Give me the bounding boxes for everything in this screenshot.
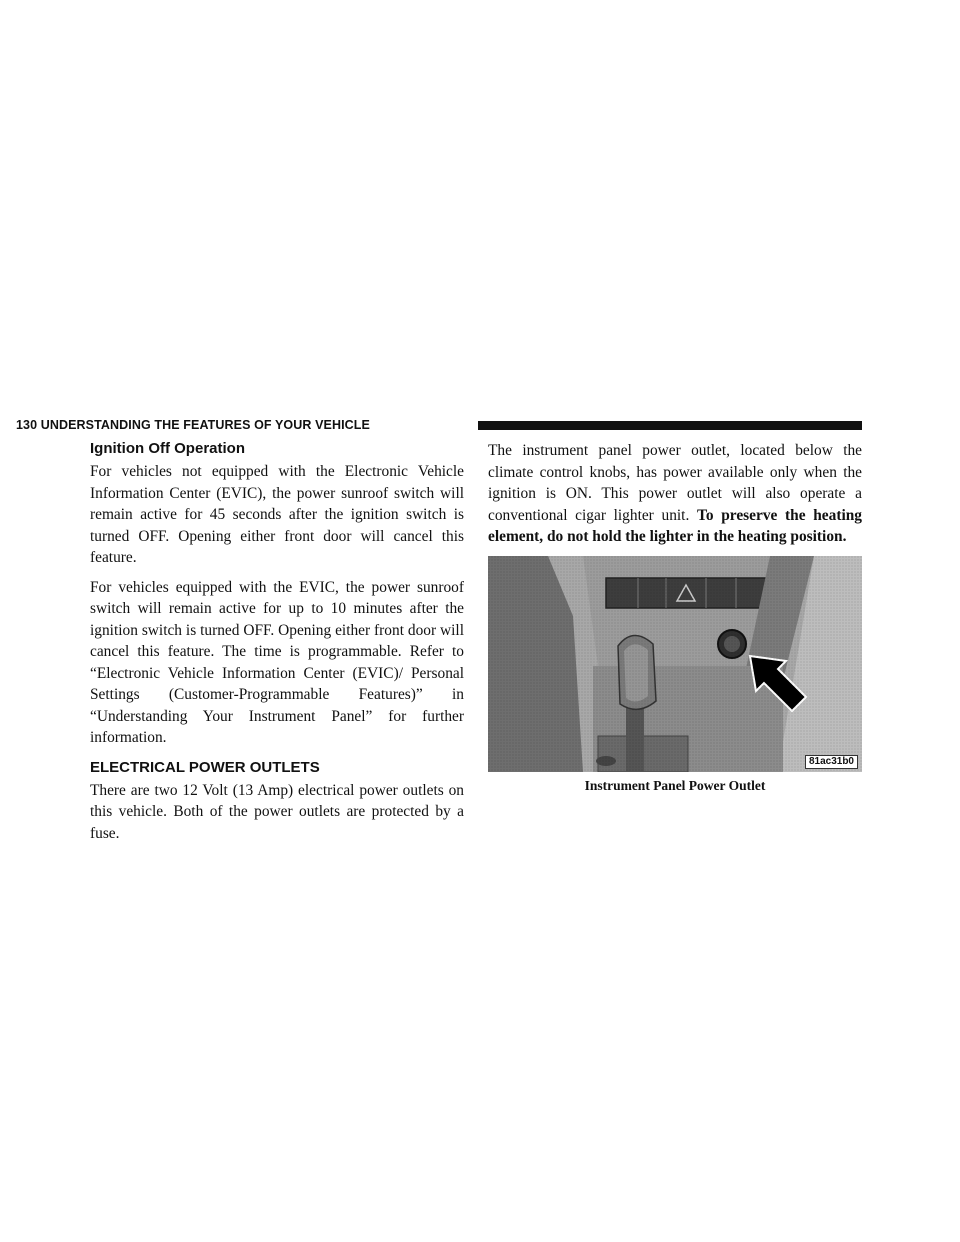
- header-rule-bar: [478, 421, 862, 430]
- header-text: 130 UNDERSTANDING THE FEATURES OF YOUR VEHICLE: [16, 418, 376, 432]
- figure-caption: Instrument Panel Power Outlet: [584, 777, 766, 793]
- photo-illustration: [488, 556, 862, 772]
- right-column: [488, 440, 862, 794]
- page-header: [16, 417, 862, 435]
- paragraph-non-evic: For vehicles not equipped with the Electronic Vehicle Information Center (EVIC), the power sunroof switch will remain active for 45 seconds after the ignition switch is turned OFF. Opening either front door will cancel this feature.: [90, 463, 464, 566]
- outlet-description: The instrument panel power outlet, located below the climate control knobs, has power available only when the ignition is ON. This power outlet will also operate a conventional cigar lighter unit.: [488, 442, 862, 524]
- lighter-warning: To preserve the heating element, do not hold the lighter in the heating position.: [488, 506, 862, 545]
- left-column: [90, 440, 464, 852]
- paragraph-instrument-outlet: [488, 440, 862, 548]
- instrument-panel-photo: [488, 556, 862, 772]
- section-heading-power-outlets: ELECTRICAL POWER OUTLETS: [90, 758, 320, 776]
- paragraph-evic: For vehicles equipped with the EVIC, the power sunroof switch will remain active for up to 10 minutes after the ignition switch is turned OFF. Opening either front door will cancel this feature. The time is programmable. Refer to “Electronic Vehicle Information Center (EVIC)/ Personal Settings (Customer-Programmable Features)” in “Understanding Your Instrument Panel” for further information.: [90, 578, 464, 746]
- paragraph-power-outlets: There are two 12 Volt (13 Amp) electrical power outlets on this vehicle. Both of the power outlets are protected by a fuse.: [90, 781, 464, 842]
- figure-code-label: 81ac31b0: [805, 755, 858, 769]
- subheading-ignition-off: Ignition Off Operation: [90, 440, 245, 457]
